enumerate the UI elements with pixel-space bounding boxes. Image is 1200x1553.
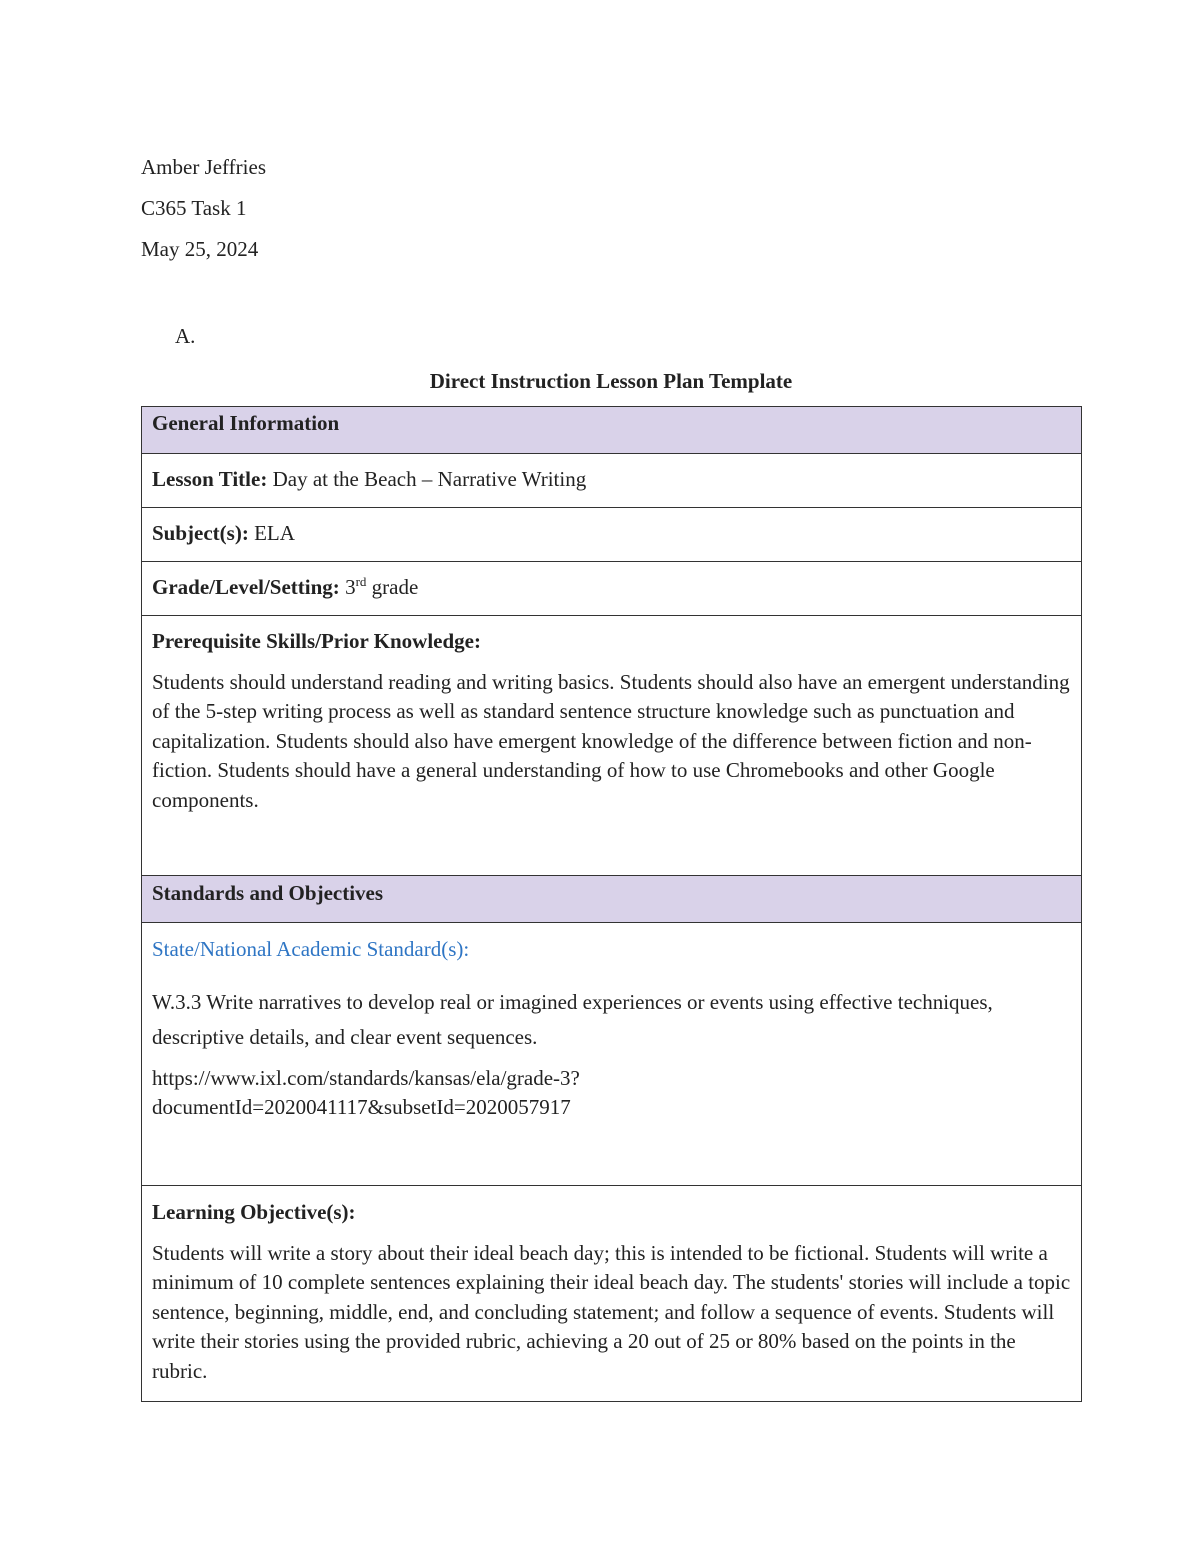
standard-label: State/National Academic Standard(s): — [152, 937, 470, 961]
document-title: Direct Instruction Lesson Plan Template — [429, 369, 793, 393]
learning-objective-row — [142, 1186, 1082, 1402]
grade-number: 3 — [345, 575, 356, 599]
subjects-value: ELA — [254, 521, 295, 545]
grade-word: grade — [371, 575, 419, 599]
subjects-cell — [142, 508, 1082, 562]
grade-cell — [142, 562, 1082, 616]
prerequisite-label: Prerequisite Skills/Prior Knowledge: — [152, 629, 481, 653]
grade-row — [142, 562, 1082, 616]
subjects-row — [142, 508, 1082, 562]
learning-objective-text: Students will write a story about their ideal beach day; this is intended to be fictional. Students will write a minimum of 10 complete sentences explaining their ideal beach day. The students' stories will include a topic sentence, beginning, middle, end, and concluding statement; and follow a sequence of events. Students will write their stories using the provided rubric, achieving a 20 out of 25 or 80% based on the points in the rubric. — [152, 1240, 1071, 1383]
prerequisite-row — [142, 616, 1082, 876]
standards-cell — [142, 923, 1082, 1186]
section-letter: A. — [175, 324, 196, 348]
general-information-header-row — [142, 407, 1082, 454]
lesson-title-label: Lesson Title: — [152, 467, 268, 491]
lesson-title-row — [142, 454, 1082, 508]
learning-objective-cell — [142, 1186, 1082, 1402]
standards-header-row — [142, 876, 1082, 923]
standards-row — [142, 923, 1082, 1186]
course-task: C365 Task 1 — [141, 196, 247, 220]
lesson-title-cell — [142, 454, 1082, 508]
grade-label: Grade/Level/Setting: — [152, 575, 340, 599]
learning-objective-label: Learning Objective(s): — [152, 1200, 356, 1224]
document-date: May 25, 2024 — [141, 237, 259, 261]
lesson-title-value: Day at the Beach – Narrative Writing — [272, 467, 587, 491]
standard-url-line-2: documentId=2020041117&subsetId=2020057917 — [152, 1095, 571, 1119]
standards-heading: Standards and Objectives — [142, 876, 1082, 923]
standard-text: W.3.3 Write narratives to develop real or imagined experiences or events using effective techniques, descriptive details, and clear event sequences. — [152, 989, 993, 1049]
standard-url-line-1: https://www.ixl.com/standards/kansas/ela/grade-3? — [152, 1065, 580, 1090]
lesson-plan-table — [141, 406, 1082, 1402]
author-name: Amber Jeffries — [141, 155, 266, 179]
prerequisite-text: Students should understand reading and writing basics. Students should also have an emergent understanding of the 5-step writing process as well as standard sentence structure knowledge such as punctuation and capitalization. Students should also have emergent knowledge of the difference between fiction and non-fiction. Students should have a general understanding of how to use Chromebooks and other Google components. — [152, 669, 1070, 812]
subjects-label: Subject(s): — [152, 521, 249, 545]
grade-suffix: rd — [355, 574, 367, 589]
general-information-heading: General Information — [142, 407, 1082, 454]
prerequisite-cell — [142, 616, 1082, 876]
